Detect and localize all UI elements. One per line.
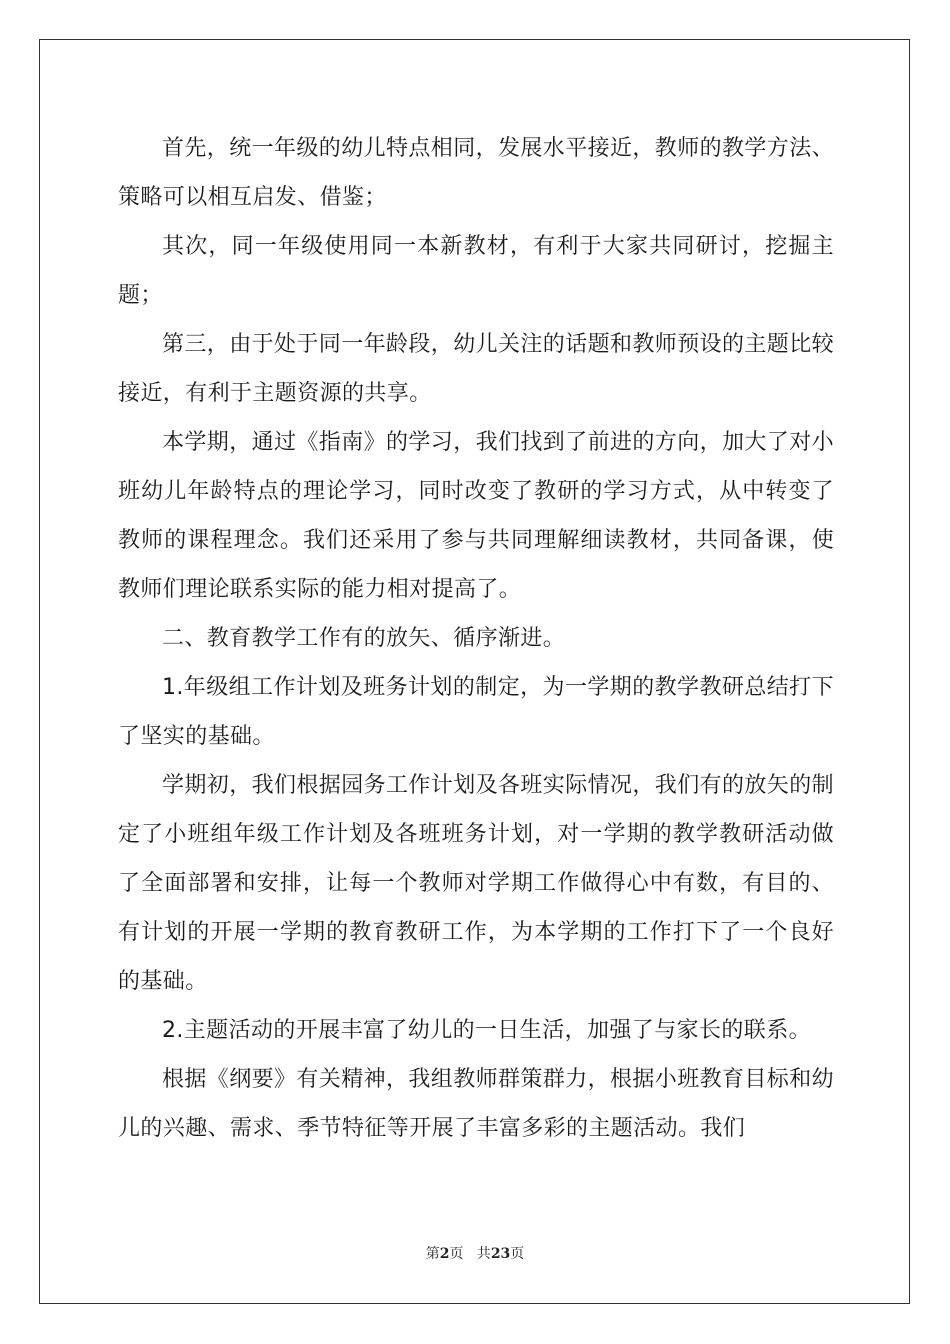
document-body [118, 124, 834, 1153]
paragraph: 1.年级组工作计划及班务计划的制定，为一学期的教学教研总结打下了坚实的基础。 [118, 675, 834, 749]
paragraph: 第三，由于处于同一年龄段，幼儿关注的话题和教师预设的主题比较接近，有利于主题资源的共享。 [118, 332, 835, 406]
current-page-number: 2 [439, 1246, 450, 1262]
paragraph: 本学期，通过《指南》的学习，我们找到了前进的方向，加大了对小班幼儿年龄特点的理论学习，同时改变了教研的学习方式，从中转变了教师的课程理念。我们还采用了参与共同理解细读教材，共同备课，使教师们理论联系实际的能力相对提高了。 [118, 430, 835, 602]
section-heading: 二、教育教学工作有的放矢、循序渐进。 [162, 626, 566, 651]
paragraph: 其次，同一年级使用同一本新教材，有利于大家共同研讨，挖掘主题； [118, 234, 834, 308]
total-pages-number: 23 [490, 1246, 511, 1262]
paragraph: 根据《纲要》有关精神，我组教师群策群力，根据小班教育目标和幼儿的兴趣、需求、季节特征等开展了丰富多彩的主题活动。我们 [118, 1067, 835, 1141]
paragraph: 2.主题活动的开展丰富了幼儿的一日生活，加强了与家长的联系。 [162, 1018, 811, 1043]
footer-prefix: 第 [425, 1246, 440, 1262]
paragraph: 学期初，我们根据园务工作计划及各班实际情况，我们有的放矢的制定了小班组年级工作计划及各班班务计划，对一学期的教学教研活动做了全面部署和安排，让每一个教师对学期工作做得心中有数，有目的、有计划的开展一学期的教育教研工作，为本学期的工作打下了一个良好的基础。 [118, 773, 835, 994]
page-footer [0, 1243, 950, 1263]
footer-suffix: 页 [510, 1246, 525, 1262]
paragraph: 首先，统一年级的幼儿特点相同，发展水平接近，教师的教学方法、策略可以相互启发、借鉴； [118, 136, 835, 210]
footer-middle: 页 共 [449, 1246, 491, 1262]
